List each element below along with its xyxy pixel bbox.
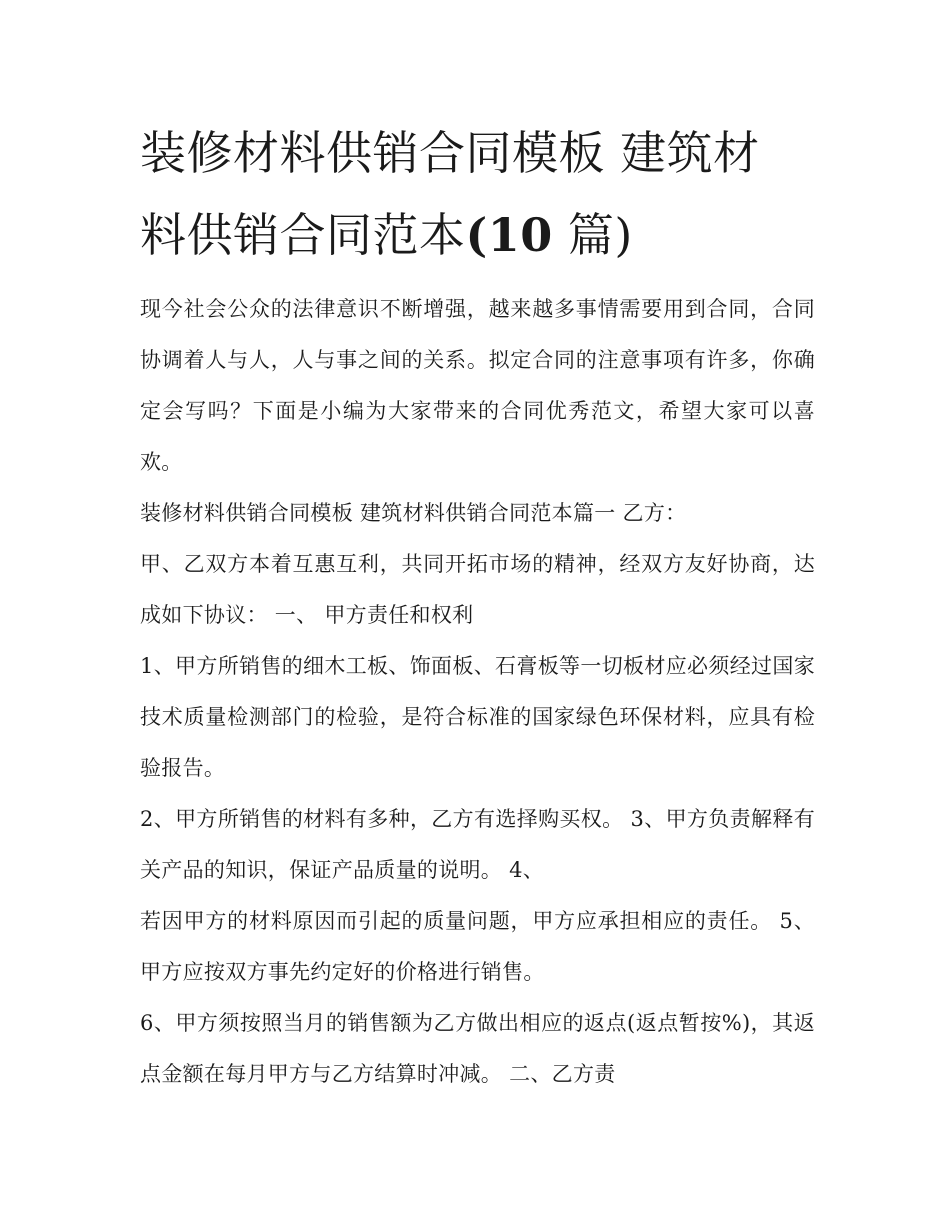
section-heading: 装修材料供销合同模板 建筑材料供销合同范本篇一 乙方： — [140, 501, 687, 525]
title-count: (10 — [465, 208, 553, 262]
title-suffix: 篇) — [552, 208, 633, 262]
clause-6: 6、甲方须按照当月的销售额为乙方做出相应的返点(返点暂按%)，其返点金额在每月甲方与乙方结算时冲减。 二、乙方责 — [140, 1011, 815, 1086]
title-line-2: 料供销合同范本 — [140, 208, 466, 262]
document-page — [140, 112, 815, 1100]
clause-1: 1、甲方所销售的细木工板、饰面板、石膏板等一切板材应必须经过国家技术质量检测部门的检验，是符合标准的国家绿色环保材料，应具有检验报告。 — [140, 654, 815, 780]
clause-2-4: 2、甲方所销售的材料有多种，乙方有选择购买权。 3、甲方负责解释有关产品的知识，保证产品质量的说明。 4、 — [140, 807, 815, 882]
agreement-paragraph: 甲、乙双方本着互惠互利，共同开拓市场的精神，经双方友好协商，达成如下协议： 一、 甲方责任和权利 — [140, 552, 815, 627]
document-title — [140, 112, 815, 276]
intro-paragraph: 现今社会公众的法律意识不断增强，越来越多事情需要用到合同，合同协调着人与人，人与事之间的关系。拟定合同的注意事项有许多，你确定会写吗？下面是小编为大家带来的合同优秀范文，希望大家可以喜欢。 — [140, 297, 815, 474]
title-line-1: 装修材料供销合同模板 建筑材 — [140, 126, 760, 180]
clause-4-5: 若因甲方的材料原因而引起的质量问题，甲方应承担相应的责任。 5、甲方应按双方事先约定好的价格进行销售。 — [140, 909, 815, 984]
